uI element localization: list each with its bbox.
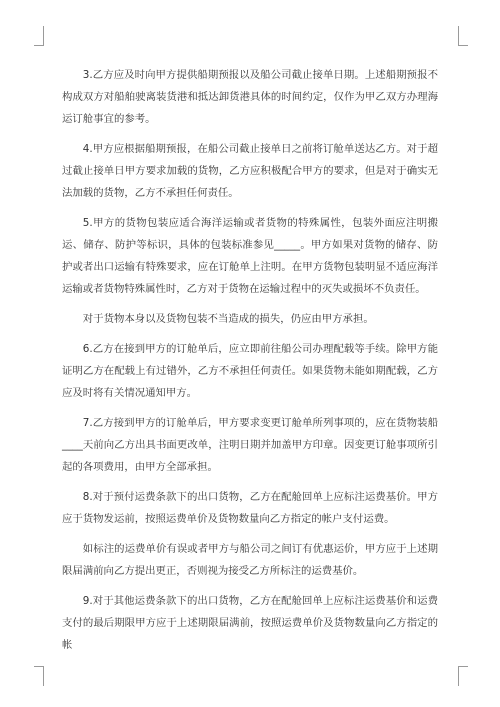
clause-9-paragraph: 9.对于其他运费条款下的出口货物，乙方在配舱回单上应标注运费基价和运费支付的最后期限甲方应于上述期限届满前，按照运费单价及货物数量向乙方指定的帐 [62,595,438,651]
clause-8-continuation-paragraph: 如标注的运费单价有误或者甲方与船公司之间订有优惠运价，甲方应于上述期限届满前向乙方提出更正，否则视为接受乙方所标注的运费基价。 [62,543,438,577]
clause-8-paragraph: 8.对于预付运费条款下的出口货物，乙方在配舱回单上应标注运费基价。甲方应于货物发运前，按照运费单价及货物数量向乙方指定的帐户支付运费。 [62,491,438,525]
clause-7-paragraph: 7.乙方接到甲方的订舱单后，甲方要求变更订舱单所列事项的，应在货物装船____天前向乙方出具书面更改单，注明日期并加盖甲方印章。因变更订舱事项所引起的各项费用，由甲方全部承担。 [62,417,438,473]
clause-5-continuation-paragraph: 对于货物本身以及货物包装不当造成的损失，仍应由甲方承担。 [82,313,374,325]
clause-6-paragraph: 6.乙方在接到甲方的订舱单后，应立即前往船公司办理配载等手续。除甲方能证明乙方在配载上有过错外，乙方不承担任何责任。如果货物未能如期配载，乙方应及时将有关情况通知甲方。 [62,343,438,399]
crop-mark-top-left [34,26,44,46]
crop-mark-top-right [458,26,468,46]
clause-3-paragraph: 3.乙方应及时向甲方提供船期预报以及船公司截止接单日期。上述船期预报不构成双方对船舶驶离装货港和抵达卸货港具体的时间约定，仅作为甲乙双方办理海运订舱事宜的参考。 [62,69,438,125]
document-body [62,64,438,664]
crop-mark-bottom-right [458,666,468,686]
crop-mark-bottom-left [34,666,44,686]
clause-5-paragraph: 5.甲方的货物包装应适合海洋运输或者货物的特殊属性，包装外面应注明搬运、储存、防护等标识，具体的包装标准参见_____。甲方如果对货物的储存、防护或者出口运输有特殊要求，应在订舱单上注明。在甲方货物包装明显不适应海洋运输或者货物特殊属性时，乙方对于货物在运输过程中的灭失或损坏不负责任。 [62,217,438,295]
clause-4-paragraph: 4.甲方应根据船期预报，在船公司截止接单日之前将订舱单送达乙方。对于超过截止接单日甲方要求加载的货物，乙方应积极配合甲方的要求，但是对于确实无法加载的货物，乙方不承担任何责任。 [62,143,438,199]
